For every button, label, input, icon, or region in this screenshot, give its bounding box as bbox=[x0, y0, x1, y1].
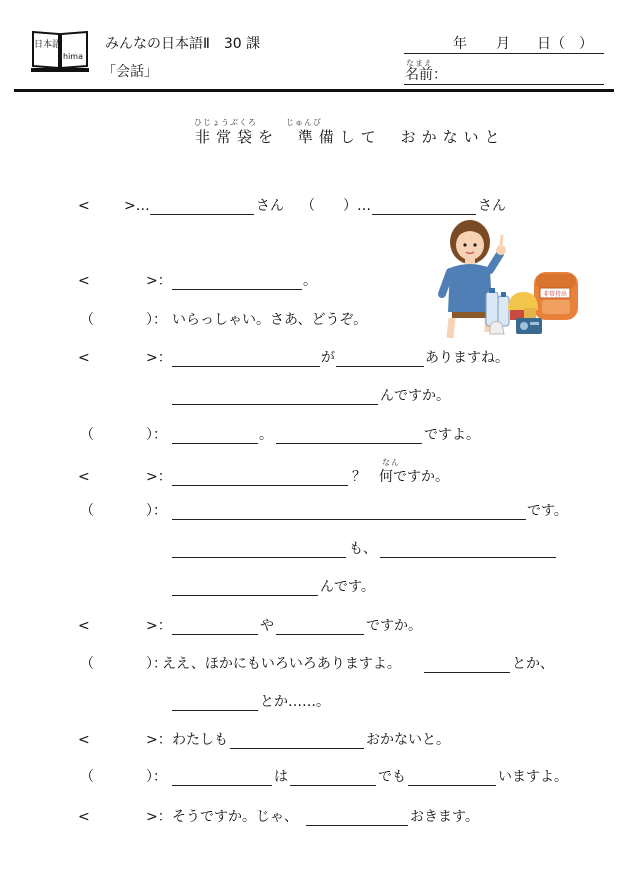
speaker-a-close: >： bbox=[146, 809, 172, 825]
date-year-label: 年 bbox=[453, 36, 467, 52]
line-text: わたしも bbox=[172, 732, 228, 748]
speaker-b-close: ）： bbox=[146, 427, 167, 443]
speaker-a-marker: < bbox=[78, 273, 90, 289]
answer-blank[interactable] bbox=[276, 443, 422, 444]
speaker-a-close: >： bbox=[146, 732, 172, 748]
participant-a-name-blank[interactable] bbox=[150, 214, 254, 215]
line-text: おきます。 bbox=[410, 809, 479, 825]
answer-blank[interactable] bbox=[172, 443, 258, 444]
speaker-a-close: >： bbox=[146, 469, 172, 485]
speaker-a-close: >： bbox=[146, 350, 172, 366]
title-part-3: おかないと bbox=[400, 128, 506, 146]
name-field[interactable] bbox=[404, 84, 604, 85]
speaker-a-marker: < bbox=[78, 469, 90, 485]
line-text: です。 bbox=[527, 503, 568, 519]
line-text: ええ、ほかにもいろいろありますよ。 bbox=[162, 656, 401, 672]
title-part-2: 準備して bbox=[297, 128, 382, 146]
name-furigana: なまえ bbox=[406, 59, 433, 68]
ruby-nan: なん bbox=[382, 458, 400, 467]
logo-text: 日本語 bbox=[34, 40, 62, 50]
speaker-a-close: >： bbox=[146, 273, 172, 289]
speaker-a-marker: < bbox=[78, 350, 90, 366]
speaker-b-marker: （ bbox=[80, 427, 94, 443]
date-field[interactable] bbox=[404, 53, 604, 54]
answer-blank[interactable] bbox=[172, 366, 320, 367]
speaker-b-marker: （ bbox=[80, 312, 94, 328]
speaker-a-marker: < bbox=[78, 809, 90, 825]
speaker-b-close: ）： bbox=[146, 312, 167, 328]
line-text: が bbox=[321, 350, 335, 366]
answer-blank[interactable] bbox=[276, 634, 364, 635]
line-text: 。 bbox=[303, 273, 317, 289]
date-day-label: 日（ ） bbox=[537, 36, 593, 52]
speaker-a-close: >： bbox=[146, 618, 172, 634]
logo-sub: hima bbox=[63, 52, 83, 61]
line-text: ですよ。 bbox=[424, 427, 480, 443]
line-text: も、 bbox=[349, 541, 377, 557]
course-title: みんなの日本語Ⅱ 30 課 bbox=[105, 36, 261, 52]
answer-blank[interactable] bbox=[172, 634, 258, 635]
line-text: 。 bbox=[259, 427, 273, 443]
speaker-b-close: ）： bbox=[146, 503, 167, 519]
answer-blank[interactable] bbox=[172, 485, 348, 486]
line-text: ありますね。 bbox=[425, 350, 509, 366]
line-text: んですか。 bbox=[380, 388, 450, 404]
line-text: や bbox=[260, 618, 274, 634]
line-text: おかないと。 bbox=[366, 732, 450, 748]
speaker-b-marker: （ bbox=[80, 656, 94, 672]
line-text: とか、 bbox=[512, 656, 554, 672]
answer-blank[interactable] bbox=[336, 366, 424, 367]
answer-blank[interactable] bbox=[230, 748, 364, 749]
name-label: 名前： bbox=[405, 67, 447, 83]
participant-a-close: >… bbox=[124, 198, 150, 214]
lesson-subtitle: 「会話」 bbox=[102, 64, 158, 80]
participant-a-san: さん bbox=[256, 198, 284, 214]
line-text: は bbox=[274, 769, 288, 785]
page-title bbox=[195, 126, 506, 147]
answer-blank[interactable] bbox=[306, 825, 408, 826]
backpack-label: 非常持出 bbox=[542, 291, 568, 298]
line-text: 何ですか。 bbox=[379, 469, 449, 485]
answer-blank[interactable] bbox=[172, 710, 258, 711]
answer-blank[interactable] bbox=[380, 557, 556, 558]
speaker-b-close: ）： bbox=[146, 656, 167, 672]
answer-blank[interactable] bbox=[172, 595, 318, 596]
line-text: んです。 bbox=[320, 579, 375, 595]
speaker-a-marker: < bbox=[78, 732, 90, 748]
participant-b-san: さん bbox=[478, 198, 506, 214]
answer-blank[interactable] bbox=[290, 785, 376, 786]
answer-blank[interactable] bbox=[172, 404, 378, 405]
answer-blank[interactable] bbox=[172, 557, 346, 558]
illustration-woman-with-emergency-kit bbox=[430, 214, 580, 344]
title-ruby-hijoubukuro: ひじょうぶくろ bbox=[194, 118, 257, 127]
answer-blank[interactable] bbox=[408, 785, 496, 786]
line-text: ですか。 bbox=[366, 618, 422, 634]
date-month-label: 月 bbox=[496, 36, 510, 52]
line-text: そうですか。じゃ、 bbox=[172, 809, 298, 825]
participant-a-open: < bbox=[78, 198, 90, 214]
speaker-a-marker: < bbox=[78, 618, 90, 634]
title-ruby-junbi: じゅんび bbox=[286, 118, 322, 127]
title-part-1: 非常袋を bbox=[195, 128, 280, 146]
line-text: ？ bbox=[352, 469, 366, 485]
speaker-b-marker: （ bbox=[80, 769, 94, 785]
answer-blank[interactable] bbox=[424, 672, 510, 673]
answer-blank[interactable] bbox=[172, 289, 302, 290]
line-text: とか……。 bbox=[260, 694, 330, 710]
speaker-b-marker: （ bbox=[80, 503, 94, 519]
participant-b-paren: （ ）… bbox=[301, 198, 371, 214]
header-divider bbox=[14, 89, 614, 92]
line-text: いますよ。 bbox=[498, 769, 568, 785]
line-text: いらっしゃい。さあ、どうぞ。 bbox=[172, 312, 368, 328]
answer-blank[interactable] bbox=[172, 785, 272, 786]
line-text: でも bbox=[378, 769, 406, 785]
logo bbox=[30, 28, 90, 74]
answer-blank[interactable] bbox=[172, 519, 526, 520]
speaker-b-close: ）： bbox=[146, 769, 167, 785]
